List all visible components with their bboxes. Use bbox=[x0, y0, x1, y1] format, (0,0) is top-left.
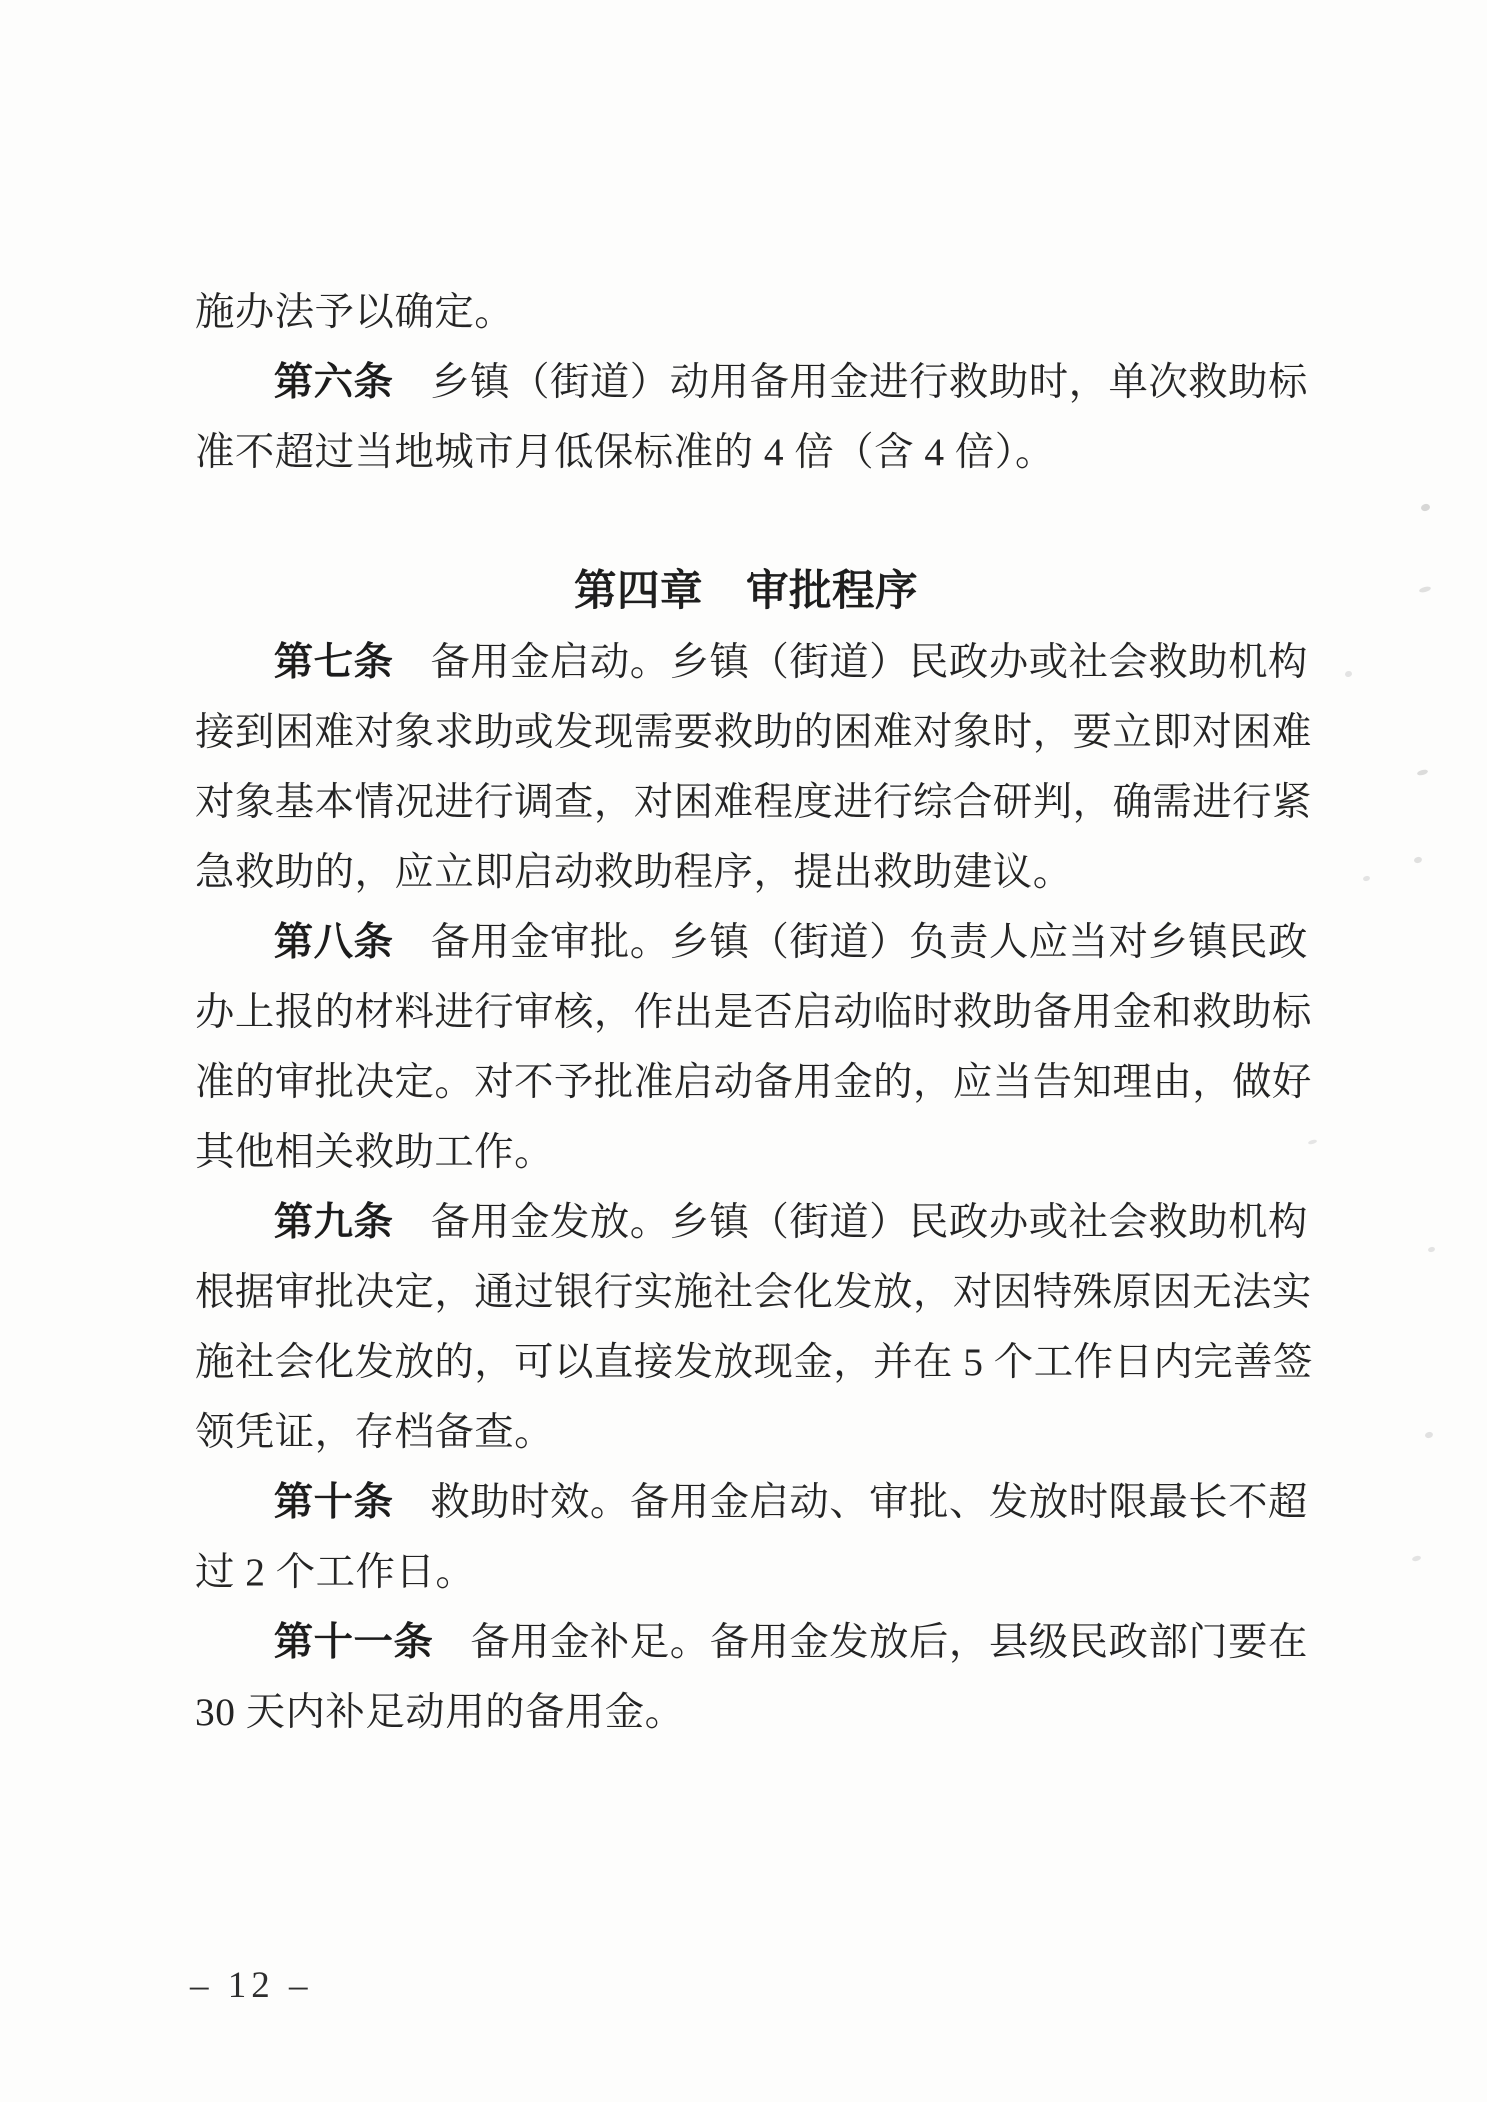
scan-speckle bbox=[1427, 1246, 1435, 1253]
line-text: 根据审批决定，通过银行实施社会化发放，对因特殊原因无法实 bbox=[195, 1270, 1312, 1314]
article-number: 第十一条 bbox=[273, 1620, 434, 1664]
body-line bbox=[195, 1537, 1297, 1607]
article-line bbox=[195, 627, 1308, 697]
line-text: 施社会化发放的，可以直接发放现金，并在 5 个工作日内完善签 bbox=[195, 1340, 1313, 1384]
body-line bbox=[195, 977, 1312, 1047]
scan-speckle bbox=[1412, 1555, 1422, 1562]
article-number: 第九条 bbox=[273, 1200, 394, 1244]
line-text: 备用金启动。乡镇（街道）民政办或社会救助机构 bbox=[430, 640, 1308, 684]
line-text: 准不超过当地城市月低保标准的 4 倍（含 4 倍）。 bbox=[195, 430, 1055, 474]
line-text: 急救助的，应立即启动救助程序，提出救助建议。 bbox=[195, 850, 1073, 894]
line-text: 领凭证，存档备查。 bbox=[195, 1410, 555, 1454]
line-text: 救助时效。备用金启动、审批、发放时限最长不超 bbox=[430, 1480, 1308, 1524]
article-number: 第七条 bbox=[273, 640, 394, 684]
scan-speckle bbox=[1419, 586, 1432, 594]
line-text: 30 天内补足动用的备用金。 bbox=[195, 1690, 685, 1734]
scan-speckle bbox=[1308, 1139, 1318, 1145]
line-text: 备用金审批。乡镇（街道）负责人应当对乡镇民政 bbox=[430, 920, 1308, 964]
body-line bbox=[195, 1397, 1297, 1467]
article-number: 第六条 bbox=[273, 360, 394, 404]
body-line bbox=[195, 1327, 1313, 1397]
article-line bbox=[195, 347, 1308, 417]
line-text: 其他相关救助工作。 bbox=[195, 1130, 555, 1174]
article-line bbox=[195, 1187, 1308, 1257]
article-line bbox=[195, 907, 1308, 977]
body-line bbox=[195, 1117, 1297, 1187]
body-line bbox=[195, 417, 1297, 487]
body-line bbox=[195, 767, 1312, 837]
body-line bbox=[195, 1257, 1312, 1327]
line-text: 准的审批决定。对不予批准启动备用金的，应当告知理由，做好 bbox=[195, 1060, 1312, 1104]
blank-line bbox=[195, 487, 1297, 557]
body-line bbox=[195, 1047, 1312, 1117]
article-line bbox=[195, 1607, 1308, 1677]
scan-speckle bbox=[1344, 670, 1352, 678]
text-block bbox=[195, 277, 1313, 1747]
article-number: 第八条 bbox=[273, 920, 394, 964]
chapter-heading bbox=[195, 557, 1297, 627]
line-text: 施办法予以确定。 bbox=[195, 290, 515, 334]
scan-speckle bbox=[1413, 856, 1422, 864]
scan-speckle bbox=[1420, 503, 1431, 512]
body-line bbox=[195, 697, 1312, 767]
article-number: 第十条 bbox=[273, 1480, 394, 1524]
body-line bbox=[195, 837, 1297, 907]
line-text: 办上报的材料进行审核，作出是否启动临时救助备用金和救助标 bbox=[195, 990, 1312, 1034]
scan-speckle bbox=[1362, 875, 1370, 882]
article-line bbox=[195, 1467, 1308, 1537]
line-text: 乡镇（街道）动用备用金进行救助时，单次救助标 bbox=[430, 360, 1308, 404]
body-line bbox=[195, 1677, 1297, 1747]
line-text: 接到困难对象求助或发现需要救助的困难对象时，要立即对困难 bbox=[195, 710, 1312, 754]
line-text: 备用金发放。乡镇（街道）民政办或社会救助机构 bbox=[430, 1200, 1308, 1244]
scan-speckle bbox=[1424, 1431, 1433, 1439]
line-text: 备用金补足。备用金发放后，县级民政部门要在 bbox=[470, 1620, 1308, 1664]
line-text: 过 2 个工作日。 bbox=[195, 1550, 476, 1594]
page-number: – 12 – bbox=[190, 1965, 313, 2006]
body-line bbox=[195, 277, 1297, 347]
line-text: 对象基本情况进行调查，对困难程度进行综合研判，确需进行紧 bbox=[195, 780, 1312, 824]
scan-speckle bbox=[1417, 769, 1429, 777]
chapter-heading-text: 第四章 审批程序 bbox=[573, 568, 918, 615]
